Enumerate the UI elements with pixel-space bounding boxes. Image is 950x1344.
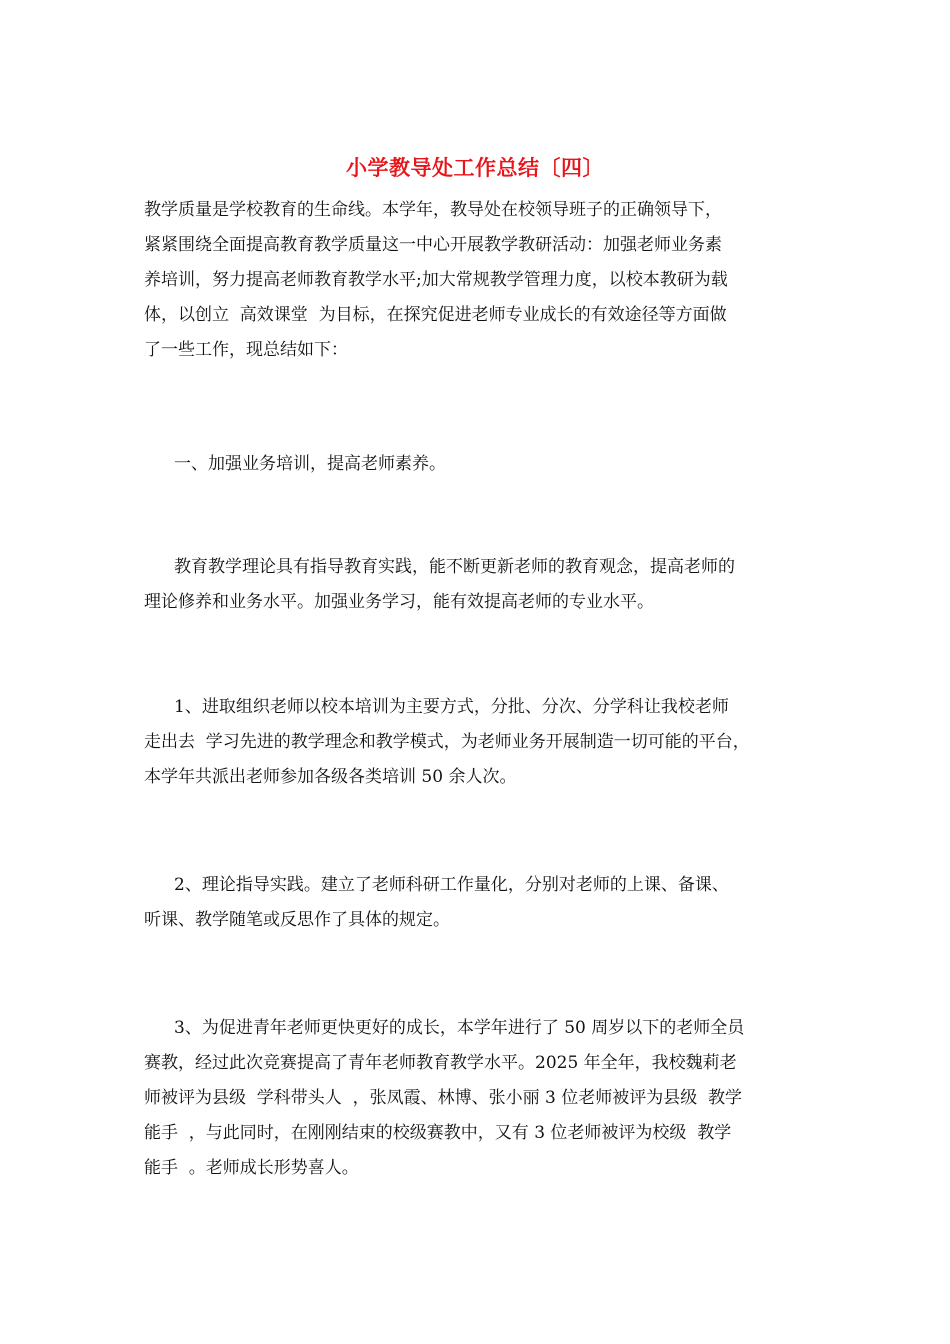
item-1-line: 走出去 学习先进的教学理念和教学模式，为老师业务开展制造一切可能的平台，	[144, 732, 750, 752]
intro-line: 体，以创立 高效课堂 为目标，在探究促进老师专业成长的有效途径等方面做	[144, 305, 727, 325]
item-1-line: 本学年共派出老师参加各级各类培训 50 余人次。	[144, 767, 517, 787]
section-heading	[144, 447, 824, 482]
item-1-line: 1、进取组织老师以校本培训为主要方式，分批、分次、分学科让我校老师	[174, 697, 729, 717]
item-3-line: 师被评为县级 学科带头人 ，张凤霞、林博、张小丽 3 位老师被评为县级 教学	[144, 1088, 743, 1108]
intro-line: 教学质量是学校教育的生命线。本学年，教导处在校领导班子的正确领导下，	[144, 200, 722, 220]
document-title: 小学教导处工作总结〔四〕	[346, 155, 604, 180]
intro-line: 养培训，努力提高老师教育教学水平;加大常规教学管理力度，以校本教研为载	[144, 270, 728, 290]
section-intro-line: 教育教学理论具有指导教育实践，能不断更新老师的教育观念，提高老师的	[174, 557, 735, 577]
section-intro-line: 理论修养和业务水平。加强业务学习，能有效提高老师的专业水平。	[144, 592, 654, 612]
item-2-line: 2、理论指导实践。建立了老师科研工作量化，分别对老师的上课、备课、	[174, 875, 729, 895]
section-intro-paragraph	[144, 550, 824, 620]
item-2-paragraph	[144, 868, 824, 938]
item-3-line: 能手 。老师成长形势喜人。	[144, 1158, 359, 1178]
item-2-line: 听课、教学随笔或反思作了具体的规定。	[144, 910, 450, 930]
section-heading-text: 一、加强业务培训，提高老师素养。	[174, 454, 446, 474]
intro-line: 紧紧围绕全面提高教育教学质量这一中心开展教学教研活动：加强老师业务素	[144, 235, 722, 255]
item-3-paragraph	[144, 1011, 824, 1186]
item-3-line: 能手 ，与此同时，在刚刚结束的校级赛教中，又有 3 位老师被评为校级 教学	[144, 1123, 732, 1143]
intro-paragraph	[144, 193, 824, 368]
item-1-paragraph	[144, 690, 824, 795]
item-3-line: 赛教，经过此次竞赛提高了青年老师教育教学水平。2025 年全年，我校魏莉老	[144, 1053, 737, 1073]
item-3-line: 3、为促进青年老师更快更好的成长，本学年进行了 50 周岁以下的老师全员	[174, 1018, 745, 1038]
intro-line: 了一些工作，现总结如下：	[144, 340, 348, 360]
